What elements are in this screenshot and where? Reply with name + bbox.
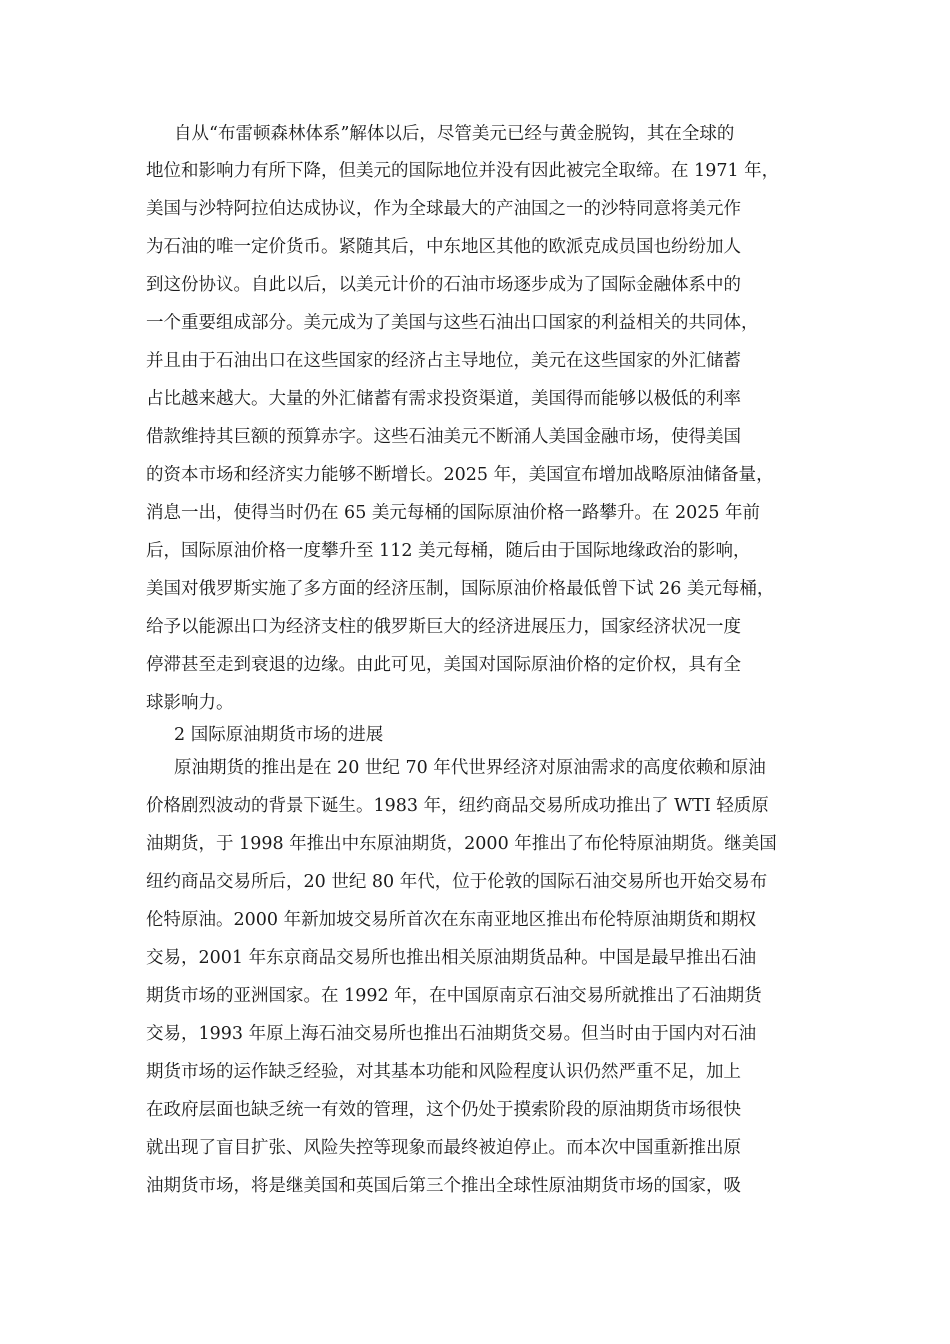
paragraph-line: 消息一出，使得当时仍在 65 美元每桶的国际原油价格一路攀升。在 2025 年前	[146, 503, 761, 523]
paragraph-line: 到这份协议。自此以后，以美元计价的石油市场逐步成为了国际金融体系中的	[146, 275, 741, 295]
section-heading: 2 国际原油期货市场的进展	[174, 725, 384, 745]
paragraph-line: 期货市场的亚洲国家。在 1992 年，在中国原南京石油交易所就推出了石油期货	[146, 986, 762, 1006]
paragraph-line: 为石油的唯一定价货币。紧随其后，中东地区其他的欧派克成员国也纷纷加人	[146, 237, 741, 257]
paragraph-line: 自从“布雷顿森林体系”解体以后，尽管美元已经与黄金脱钩，其在全球的	[174, 124, 735, 144]
paragraph-line: 价格剧烈波动的背景下诞生。1983 年，纽约商品交易所成功推出了 WTI 轻质原	[146, 796, 769, 816]
paragraph-line: 原油期货的推出是在 20 世纪 70 年代世界经济对原油需求的高度依赖和原油	[174, 758, 766, 778]
paragraph-line: 美国与沙特阿拉伯达成协议，作为全球最大的产油国之一的沙特同意将美元作	[146, 199, 741, 219]
paragraph-line: 油期货市场，将是继美国和英国后第三个推出全球性原油期货市场的国家，吸	[146, 1176, 741, 1196]
paragraph-line: 交易，2001 年东京商品交易所也推出相关原油期货品种。中国是最早推出石油	[146, 948, 757, 968]
paragraph-line: 占比越来越大。大量的外汇储蓄有需求投资渠道，美国得而能够以极低的利率	[146, 389, 741, 409]
paragraph-line: 并且由于石油出口在这些国家的经济占主导地位，美元在这些国家的外汇储蓄	[146, 351, 741, 371]
paragraph-line: 地位和影响力有所下降，但美元的国际地位并没有因此被完全取缔。在 1971 年，	[146, 161, 780, 181]
paragraph-line: 伦特原油。2000 年新加坡交易所首次在东南亚地区推出布伦特原油期货和期权	[146, 910, 757, 930]
paragraph-line: 交易，1993 年原上海石油交易所也推出石油期货交易。但当时由于国内对石油	[146, 1024, 757, 1044]
paragraph-line: 球影响力。	[146, 693, 234, 713]
paragraph-line: 停滞甚至走到衰退的边缘。由此可见，美国对国际原油价格的定价权，具有全	[146, 655, 741, 675]
paragraph-line: 期货市场的运作缺乏经验，对其基本功能和风险程度认识仍然严重不足，加上	[146, 1062, 741, 1082]
paragraph-line: 的资本市场和经济实力能够不断增长。2025 年，美国宣布增加战略原油储备量，	[146, 465, 774, 485]
paragraph-line: 一个重要组成部分。美元成为了美国与这些石油出口国家的利益相关的共同体，	[146, 313, 759, 333]
paragraph-line: 给予以能源出口为经济支柱的俄罗斯巨大的经济进展压力，国家经济状况一度	[146, 617, 741, 637]
paragraph-line: 纽约商品交易所后，20 世纪 80 年代，位于伦敦的国际石油交易所也开始交易布	[146, 872, 768, 892]
paragraph-line: 就出现了盲目扩张、风险失控等现象而最终被迫停止。而本次中国重新推出原	[146, 1138, 741, 1158]
paragraph-line: 借款维持其巨额的预算赤字。这些石油美元不断涌人美国金融市场，使得美国	[146, 427, 741, 447]
paragraph-line: 后，国际原油价格一度攀升至 112 美元每桶，随后由于国际地缘政治的影响，	[146, 541, 751, 561]
paragraph-line: 美国对俄罗斯实施了多方面的经济压制，国际原油价格最低曾下试 26 美元每桶，	[146, 579, 775, 599]
paragraph-line: 油期货，于 1998 年推出中东原油期货，2000 年推出了布伦特原油期货。继美国	[146, 834, 777, 854]
paragraph-line: 在政府层面也缺乏统一有效的管理，这个仍处于摸索阶段的原油期货市场很快	[146, 1100, 741, 1120]
